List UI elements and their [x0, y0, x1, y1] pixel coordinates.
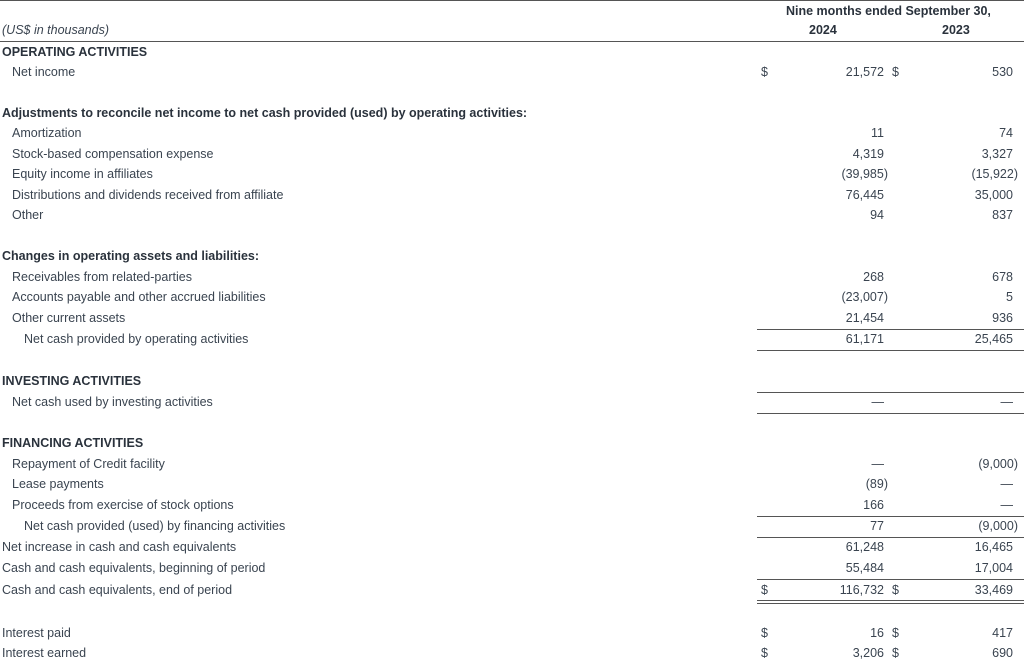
value-2023: (9,000) — [978, 519, 1018, 533]
value-2023: 74 — [999, 126, 1013, 140]
value-2023: 17,004 — [974, 561, 1013, 575]
value-2024: 61,248 — [845, 540, 884, 554]
dollar-sign: $ — [892, 583, 899, 597]
row-label: Receivables from related-parties — [12, 270, 192, 284]
value-2023: 417 — [992, 626, 1013, 640]
value-2024: (39,985) — [841, 167, 888, 181]
value-2023: 35,000 — [974, 188, 1013, 202]
total-rule — [757, 350, 1024, 351]
column-header-2024: 2024 — [809, 23, 837, 37]
section-investing — [0, 371, 1024, 391]
row-label: Lease payments — [12, 477, 104, 491]
table-row — [0, 623, 1024, 643]
value-2024: — — [871, 395, 884, 409]
period-header: Nine months ended September 30, — [786, 4, 991, 18]
table-row — [0, 62, 1024, 82]
dollar-sign: $ — [892, 646, 899, 660]
row-label: Cash and cash equivalents, beginning of period — [2, 561, 266, 575]
value-2024: 77 — [870, 519, 884, 533]
value-2023: 936 — [992, 311, 1013, 325]
section-label: INVESTING ACTIVITIES — [2, 374, 142, 388]
value-2023: 33,469 — [974, 583, 1013, 597]
table-row-subtotal — [0, 329, 1024, 349]
value-2023: — — [1000, 395, 1013, 409]
value-2024: (89) — [865, 477, 888, 491]
value-2024: 76,445 — [845, 188, 884, 202]
row-label: Other — [12, 208, 44, 222]
value-2023: — — [1000, 477, 1013, 491]
value-2024: 94 — [870, 208, 884, 222]
row-label: Distributions and dividends received from affiliate — [12, 188, 284, 202]
row-label: Net increase in cash and cash equivalents — [2, 540, 237, 554]
row-label: Cash and cash equivalents, end of period — [2, 583, 233, 597]
table-row — [0, 185, 1024, 205]
table-row-grand-total — [0, 580, 1024, 600]
table-row-subtotal — [0, 392, 1024, 412]
value-2023: 678 — [992, 270, 1013, 284]
value-2024: 21,454 — [845, 311, 884, 325]
row-label: Other current assets — [12, 311, 126, 325]
value-2023: — — [1000, 498, 1013, 512]
double-rule — [757, 600, 1024, 604]
value-2023: (15,922) — [971, 167, 1018, 181]
table-row — [0, 537, 1024, 557]
row-label: Amortization — [12, 126, 82, 140]
value-2024: 16 — [870, 626, 884, 640]
row-label: Net cash used by investing activities — [12, 395, 213, 409]
subhead-changes — [0, 246, 1024, 266]
value-2024: 268 — [863, 270, 884, 284]
section-label: FINANCING ACTIVITIES — [2, 436, 144, 450]
dollar-sign: $ — [761, 65, 768, 79]
row-label: Equity income in affiliates — [12, 167, 153, 181]
subhead-adjustments — [0, 103, 1024, 123]
value-2023: (9,000) — [978, 457, 1018, 471]
table-row — [0, 144, 1024, 164]
value-2023: 25,465 — [974, 332, 1013, 346]
dollar-sign: $ — [892, 65, 899, 79]
column-header-2023: 2023 — [942, 23, 970, 37]
table-row — [0, 495, 1024, 515]
table-row — [0, 164, 1024, 184]
dollar-sign: $ — [761, 583, 768, 597]
value-2024: 166 — [863, 498, 884, 512]
subhead-label: Changes in operating assets and liabilities: — [2, 249, 260, 263]
table-row — [0, 474, 1024, 494]
dollar-sign: $ — [892, 626, 899, 640]
value-2024: 3,206 — [852, 646, 884, 660]
section-label: OPERATING ACTIVITIES — [2, 45, 148, 59]
subhead-label: Adjustments to reconcile net income to net cash provided (used) by operating activities: — [2, 106, 528, 120]
table-row — [0, 205, 1024, 225]
row-label: Accounts payable and other accrued liabilities — [12, 290, 266, 304]
value-2024: 21,572 — [845, 65, 884, 79]
value-2024: 116,732 — [839, 583, 884, 597]
row-label: Net cash provided (used) by financing activities — [24, 519, 286, 533]
value-2024: (23,007) — [841, 290, 888, 304]
value-2023: 3,327 — [981, 147, 1013, 161]
value-2024: 55,484 — [845, 561, 884, 575]
row-label: Proceeds from exercise of stock options — [12, 498, 234, 512]
value-2024: 61,171 — [845, 332, 884, 346]
value-2023: 5 — [1006, 290, 1013, 304]
value-2023: 530 — [992, 65, 1013, 79]
table-row — [0, 123, 1024, 143]
row-label: Interest earned — [2, 646, 87, 660]
row-label: Stock-based compensation expense — [12, 147, 214, 161]
dollar-sign: $ — [761, 626, 768, 640]
value-2023: 690 — [992, 646, 1013, 660]
row-label: Net income — [12, 65, 76, 79]
dollar-sign: $ — [761, 646, 768, 660]
section-financing — [0, 433, 1024, 453]
value-2024: 4,319 — [852, 147, 884, 161]
total-rule — [757, 413, 1024, 414]
table-row-subtotal — [0, 516, 1024, 536]
units-label: (US$ in thousands) — [2, 23, 110, 37]
table-row — [0, 267, 1024, 287]
table-row — [0, 308, 1024, 328]
row-label: Repayment of Credit facility — [12, 457, 165, 471]
value-2024: 11 — [871, 126, 884, 140]
section-operating — [0, 42, 1024, 62]
table-row — [0, 454, 1024, 474]
row-label: Interest paid — [2, 626, 71, 640]
value-2023: 837 — [992, 208, 1013, 222]
value-2024: — — [871, 457, 884, 471]
table-row — [0, 558, 1024, 578]
value-2023: 16,465 — [974, 540, 1013, 554]
table-row — [0, 643, 1024, 663]
table-row — [0, 287, 1024, 307]
row-label: Net cash provided by operating activities — [24, 332, 249, 346]
